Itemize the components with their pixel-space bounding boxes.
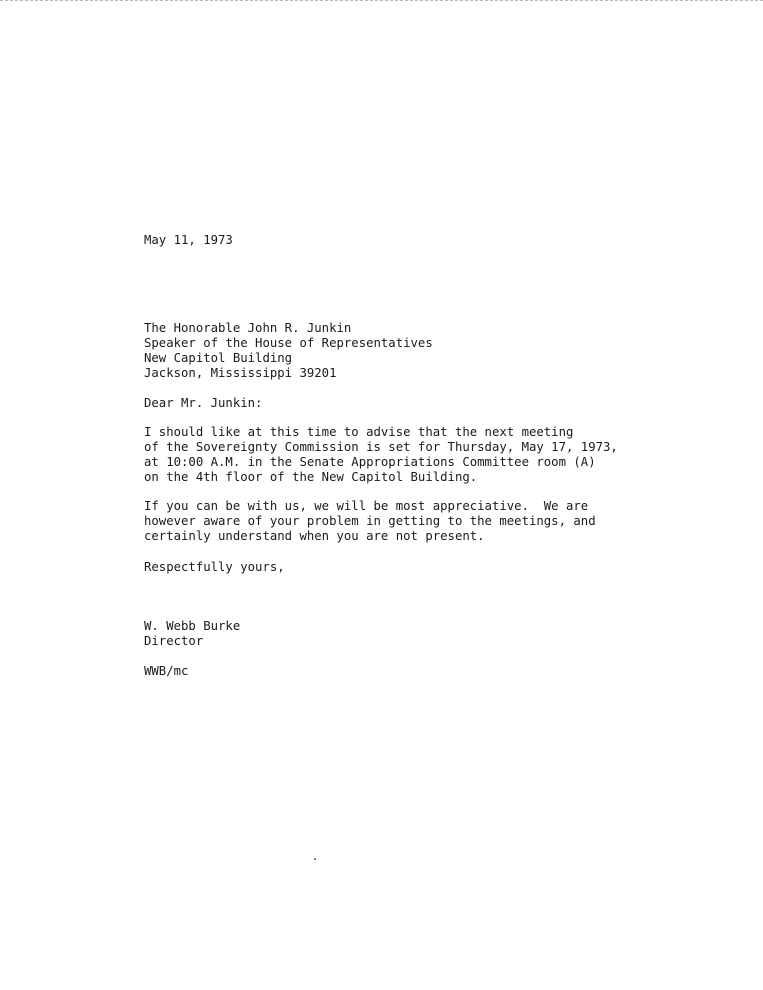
paragraph-line: If you can be with us, we will be most appreciative. We are bbox=[144, 499, 589, 513]
recipient-line: The Honorable John R. Junkin bbox=[144, 321, 352, 335]
reference-initials: WWB/mc bbox=[144, 664, 189, 678]
recipient-line: Speaker of the House of Representatives bbox=[144, 336, 433, 350]
recipient-line: New Capitol Building bbox=[144, 351, 293, 365]
letter-body bbox=[144, 0, 744, 678]
signer-title: Director bbox=[144, 634, 204, 648]
closing: Respectfully yours, bbox=[144, 560, 285, 574]
paragraph-line: of the Sovereignty Commission is set for Thursday, May 17, 1973, bbox=[144, 440, 618, 454]
paragraph-line: on the 4th floor of the New Capitol Building. bbox=[144, 470, 478, 484]
paragraph-line: certainly understand when you are not present. bbox=[144, 529, 485, 543]
paragraph-line: I should like at this time to advise that the next meeting bbox=[144, 425, 574, 439]
paragraph-line: however aware of your problem in getting to the meetings, and bbox=[144, 514, 596, 528]
salutation: Dear Mr. Junkin: bbox=[144, 396, 263, 410]
scan-speck bbox=[314, 858, 316, 860]
paragraph-line: at 10:00 A.M. in the Senate Appropriations Committee room (A) bbox=[144, 455, 596, 469]
letter-date: May 11, 1973 bbox=[144, 233, 233, 247]
signer-name: W. Webb Burke bbox=[144, 619, 241, 633]
recipient-line: Jackson, Mississippi 39201 bbox=[144, 366, 337, 380]
